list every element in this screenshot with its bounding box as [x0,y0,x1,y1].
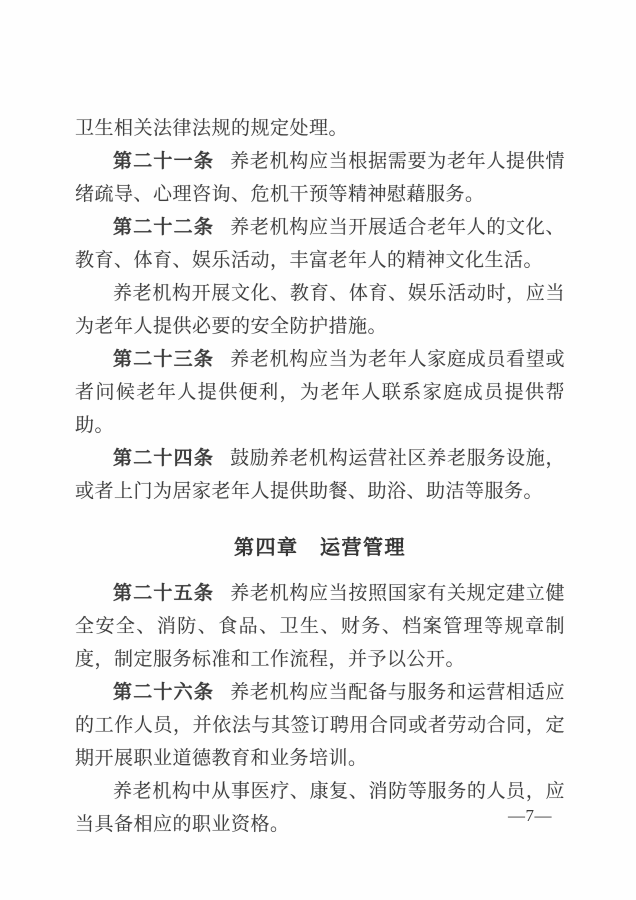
article-number: 第二十五条 [113,583,215,604]
article-paragraph-26 [75,676,565,775]
article-number: 第二十三条 [113,349,215,370]
article-paragraph-21 [75,145,565,211]
paragraph-text: 卫生相关法律法规的规定处理。 [75,118,349,139]
paragraph-text: 养老机构中从事医疗、康复、消防等服务的人员，应当具备相应的职业资格。 [75,781,565,835]
article-number: 第二十一条 [113,151,215,172]
article-number: 第二十二条 [113,217,215,238]
paragraph-text: 养老机构应当根据需要为老年人提供情绪疏导、心理咨询、危机干预等精神慰藉服务。 [75,151,565,205]
paragraph-text: 鼓励养老机构运营社区养老服务设施，或者上门为居家老年人提供助餐、助浴、助洁等服务。 [75,448,565,502]
body-paragraph [75,775,565,841]
article-number: 第二十六条 [113,682,215,703]
article-paragraph-22 [75,211,565,277]
continuation-paragraph [75,112,565,145]
paragraph-text: 养老机构应当为老年人家庭成员看望或者问候老年人提供便利，为老年人联系家庭成员提供帮助。 [75,349,565,436]
paragraph-text: 养老机构开展文化、教育、体育、娱乐活动时，应当为老年人提供必要的安全防护措施。 [75,283,565,337]
chapter-heading: 第四章 运营管理 [234,537,406,559]
article-paragraph-24 [75,442,565,508]
article-number: 第二十四条 [113,448,215,469]
body-paragraph [75,277,565,343]
page-number: —7— [508,806,552,825]
article-paragraph-23 [75,343,565,442]
paragraph-text: 养老机构应当开展适合老年人的文化、教育、体育、娱乐活动，丰富老年人的精神文化生活。 [75,217,565,271]
paragraph-text: 养老机构应当按照国家有关规定建立健全安全、消防、食品、卫生、财务、档案管理等规章制度，制定服务标准和工作流程，并予以公开。 [75,583,565,670]
paragraph-text: 养老机构应当配备与服务和运营相适应的工作人员，并依法与其签订聘用合同或者劳动合同，定期开展职业道德教育和业务培训。 [75,682,565,769]
article-paragraph-25 [75,577,565,676]
